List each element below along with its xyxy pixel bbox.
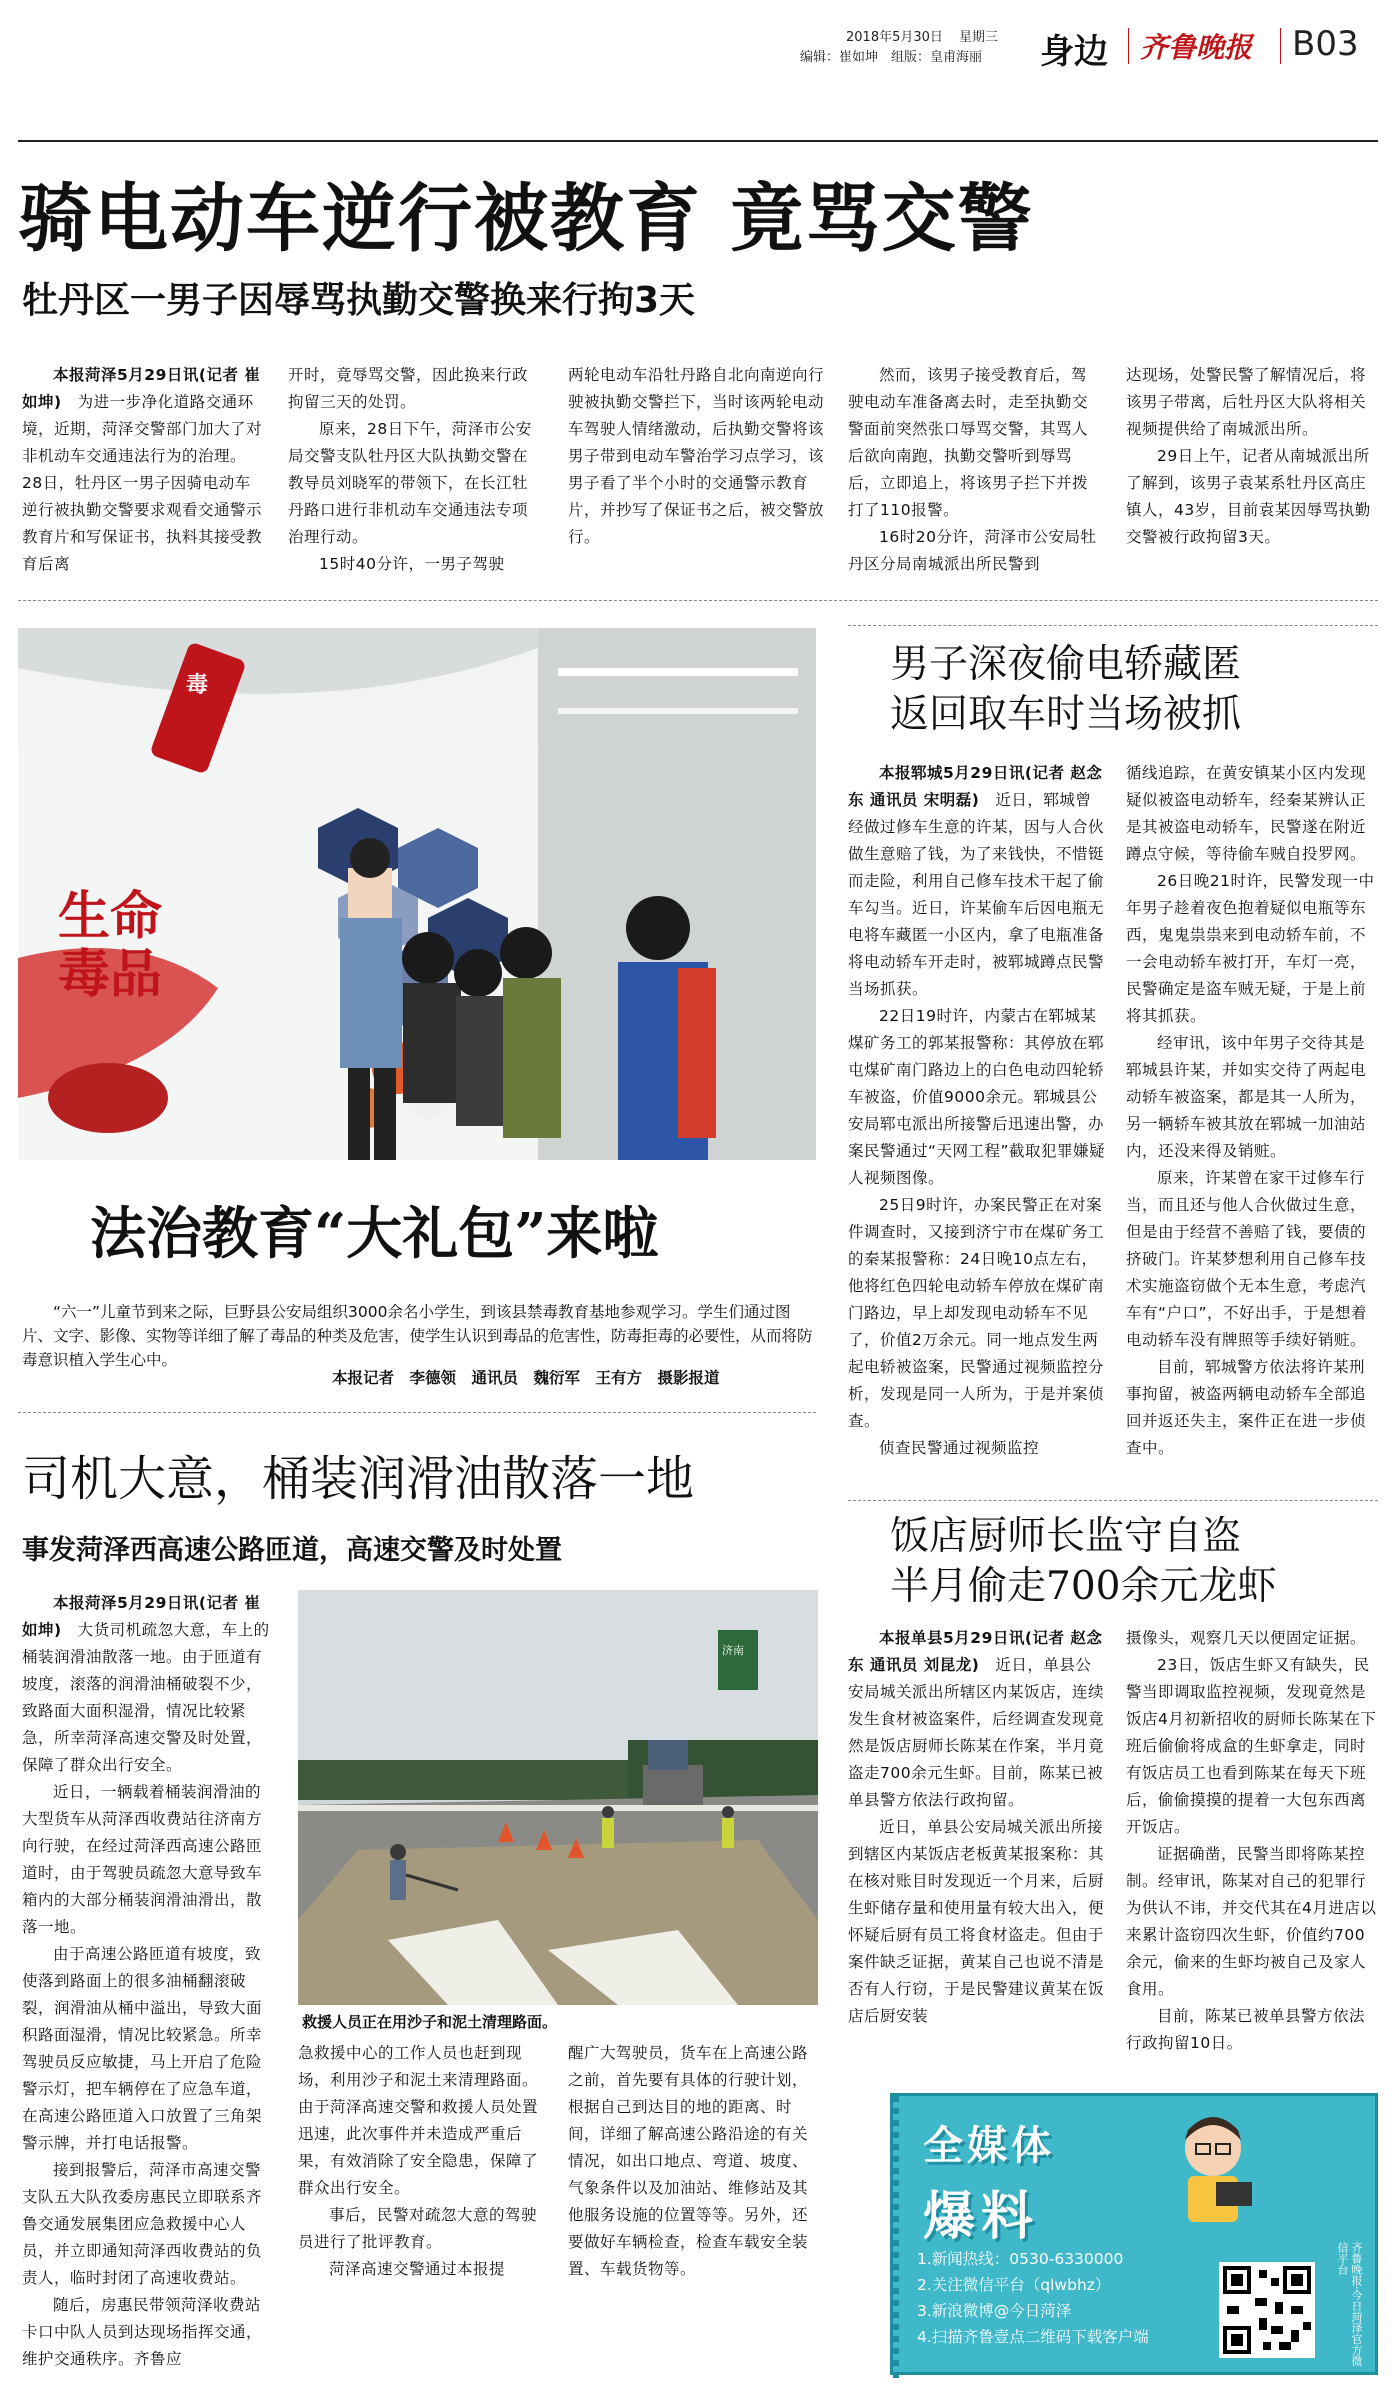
article2-headline: 法治教育“大礼包”来啦 <box>90 1201 659 1267</box>
qr-code-icon <box>1219 2262 1315 2358</box>
article4-photo-caption: 救援人员正在用沙子和泥土清理路面。 <box>302 2013 558 2031</box>
ad-contact-list <box>917 2246 1149 2350</box>
masthead-editors: 编辑：崔如坤 组版：皇甫海丽 <box>800 50 983 65</box>
article4-col1: 本报菏泽5月29日讯(记者 崔如坤) 大货司机疏忽大意，车上的桶装润滑油散落一地。由于匝道有坡度，滚落的润滑油桶破裂不少，致路面大面积湿滑，情况比较紧急，所幸菏泽高速交警及时处置，保障了群众出行安全。 近日，一辆载着桶装润滑油的大型货车从菏泽西收费站往济南方向行驶，在经过菏泽西高速公路匝道时，由于驾驶员疏忽大意导致车箱内的大部分桶装润滑油滑出，散落一地。 由于高速公路匝道有坡度，致使落到路面上的很多油桶翻滚破裂，润滑油从桶中溢出，导致大面积路面湿滑，情况比较紧急。所幸驾驶员反应敏捷，马上开启了危险警示灯，把车辆停在了应急车道，在高速公路匝道入口放置了三角架警示牌，并打电话报警。 接到报警后，菏泽市高速交警支队五大队孜委房惠民立即联系齐鲁交通发展集团应急救援中心人员，并立即通知菏泽西收费站的负责人，临时封闭了高速收费站。 随后，房惠民带领菏泽收费站卡口中队人员到达现场指挥交通，维护交通秩序。齐鲁应 <box>22 1594 270 2368</box>
article1-col3: 两轮电动车沿牡丹路自北向南逆向行驶被执勤交警拦下，当时该两轮电动车驾驶人情绪激动，后执勤交警将该男子带到电动车警治学习点学习，该男子看了半个小时的交通警示教育片，并抄写了保证书之后，被交警放行。 <box>568 366 825 546</box>
section-name: 身边 <box>1040 32 1108 72</box>
ad-item: 2.关注微信平台（qlwbhz） <box>917 2276 1111 2294</box>
article5-col1: 本报单县5月29日讯(记者 赵念东 通讯员 刘昆龙) 近日，单县公安局城关派出所辖区内某饭店，连续发生食材被盗案件，后经调查发现竟然是饭店厨师长陈某在作案，半月竟盗走700余元生虾。目前，陈某已被单县警方依法行政拘留。 近日，单县公安局城关派出所接到辖区内某饭店老板黄某报案称：其在核对账目时发现近一个月来，后厨生虾储存量和使用量有较大出入，便怀疑后厨有员工将食材盗走。但由于案件缺乏证据，黄某自己也说不清是否有人行窃，于是民警建议黄某在饭店后厨安装 <box>848 1629 1105 2025</box>
article5-col2: 摄像头，观察几天以便固定证据。 23日，饭店生虾又有缺失，民警当即调取监控视频，发现竟然是饭店4月初新招收的厨师长陈某在下班后偷偷将成盒的生虾拿走，同时有饭店员工也看到陈某在每天下班后，偷偷摸摸的提着一大包东西离开饭店。 证据确凿，民警当即将陈某控制。经审讯，陈某对自己的犯罪行为供认不讳，并交代其在4月进店以来累计盗窃四次生虾，价值约700余元，偷来的生虾均被自己及家人食用。 目前，陈某已被单县警方依法行政拘留10日。 <box>1126 1629 1377 2052</box>
photo-tag: 毒 <box>186 673 209 698</box>
article2-credit: 本报记者 李德领 通讯员 魏衍军 王有方 摄影报道 <box>332 1369 720 1387</box>
masthead-date: 2018年5月30日 <box>846 30 943 45</box>
article3-col1: 本报郓城5月29日讯(记者 赵念东 通讯员 宋明磊) 近日，郓城曾经做过修车生意的许某，因与人合伙做生意赔了钱，为了来钱快，不惜铤而走险，利用自己修车技术干起了偷车勾当。近日，许某偷车后因电瓶无电将车藏匿一小区内，拿了电瓶准备将电动轿车开走时，被郓城蹲点民警当场抓获。 22日19时许，内蒙古在郓城某煤矿务工的郭某报警称：其停放在郓屯煤矿南门路边上的白色电动四轮轿车被盗，价值9000余元。郓城县公安局郓屯派出所接警后迅速出警，办案民警通过“天网工程”截取犯罪嫌疑人视频图像。 25日9时许，办案民警正在对案件调查时，又接到济宁市在煤矿务工的秦某报警称：24日晚10点左右，他将红色四轮电动轿车停放在煤矿南门路边，早上却发现电动轿车不见了，价值2万余元。同一地点发生两起电轿被盗案，民警通过视频监控分析，发现是同一人所为，于是并案侦查。 侦查民警通过视频监控 <box>848 764 1106 1457</box>
ad-item: 1.新闻热线：0530-6330000 <box>917 2250 1124 2268</box>
article4-subhead: 事发菏泽西高速公路匝道，高速交警及时处置 <box>22 1535 562 1566</box>
masthead-weekday: 星期三 <box>959 30 999 45</box>
citizen-report-ad <box>890 2093 1378 2375</box>
article4-col3: 醒广大驾驶员，货车在上高速公路之前，首先要有具体的行驶计划，根据自己到达目的地的距离、时间，详细了解高速公路沿途的有关情况，如出口地点、弯道、坡度、气象条件以及加油站、维修站及其他服务设施的位置等等。另外，还要做好车辆检查，检查车载安全装置、车载货物等。 <box>568 2044 809 2278</box>
ad-title-line2: 爆料 <box>923 2186 1040 2247</box>
photo-sign-life: 生命 毒品 <box>58 886 163 1005</box>
ad-side-text: 齐鲁晚报·今日菏泽官方微信平台 <box>1336 2242 1363 2367</box>
article1-col1: 本报菏泽5月29日讯(记者 崔如坤) 为进一步净化道路交通环境，近期，菏泽交警部门加大了对非机动车交通违法行为的治理。28日，牡丹区一男子因骑电动车逆行被执勤交警要求观看交通警示教育片和写保证书，执料其接受教育后离 <box>22 366 263 573</box>
ad-item: 3.新浪微博@今日菏泽 <box>917 2302 1072 2320</box>
article1-headline: 骑电动车逆行被教育 竟骂交警 <box>18 176 1034 262</box>
article2-body: “六一”儿童节到来之际，巨野县公安局组织3000余名小学生，到该县禁毒教育基地参观学习。学生们通过图片、文字、影像、实物等详细了解了毒品的种类及危害，使学生认识到毒品的危害性，防毒拒毒的必要性，从而将防毒意识植入学生心中。 <box>22 1303 813 1369</box>
cartoon-reporter-icon <box>1158 2110 1268 2230</box>
article1-col4: 然而，该男子接受教育后，驾驶电动车准备离去时，走至执勤交警面前突然张口辱骂交警，其骂人后欲向南跑，执勤交警听到辱骂后，立即追上，将该男子拦下并拨打了110报警。 16时20分许，菏泽市公安局牡丹区分局南城派出所民警到 <box>848 366 1097 573</box>
article4-headline: 司机大意，桶装润滑油散落一地 <box>22 1451 695 1507</box>
article1-col5: 达现场，处警民警了解情况后，将该男子带离，后牡丹区大队将相关视频提供给了南城派出所。 29日上午，记者从南城派出所了解到，该男子袁某系牡丹区高庄镇人，43岁，目前袁某因辱骂执勤交警被行政拘留3天。 <box>1126 366 1371 546</box>
article1-col2: 开时，竟辱骂交警，因此换来行政拘留三天的处罚。 原来，28日下午，菏泽市公安局交警支队牡丹区大队执勤交警在教导员刘晓军的带领下，在长江牡丹路口进行非机动车交通违法专项治理行动。 15时40分许，一男子驾驶 <box>288 366 532 573</box>
page-number: B03 <box>1292 24 1359 64</box>
oil-spill-photo <box>298 1590 818 2005</box>
article3-col2: 循线追踪，在黄安镇某小区内发现疑似被盗电动轿车，经秦某辨认正是其被盗电动轿车，民警遂在附近蹲点守候，等待偷车贼自投罗网。 26日晚21时许，民警发现一中年男子趁着夜色抱着疑似电瓶等东西，鬼鬼祟祟来到电动轿车前，不一会电动轿车被打开，车灯一亮，民警确定是盗车贼无疑，于是上前将其抓获。 经审讯，该中年男子交待其是郓城县许某，并如实交待了两起电动轿车被盗案，都是其一人所为，另一辆轿车被其放在郓城一加油站内，还没来得及销赃。 原来，许某曾在家干过修车行当，而且还与他人合伙做过生意，但是由于经营不善赔了钱，要债的挤破门。许某梦想利用自己修车技术实施盗窃做个无本生意，考虑汽车有“户口”，不好出手，于是想着电动轿车没有牌照等手续好销赃。 目前，郓城警方依法将许某刑事拘留，被盗两辆电动轿车全部追回并返还失主，案件正在进一步侦查中。 <box>1126 764 1375 1457</box>
ad-item: 4.扫描齐鲁壹点二维码下载客户端 <box>917 2328 1149 2346</box>
masthead <box>0 0 1395 70</box>
paper-logo: 齐鲁晚报 <box>1140 31 1253 64</box>
drug-education-photo <box>18 628 816 1160</box>
ad-title-line1: 全媒体 <box>923 2122 1055 2169</box>
article4-col2: 急救援中心的工作人员也赶到现场，利用沙子和泥土来清理路面。由于菏泽高速交警和救援人员处置迅速，此次事件并未造成严重后果，有效消除了安全隐患，保障了群众出行安全。 事后，民警对疏忽大意的驾驶员进行了批评教育。 菏泽高速交警通过本报提 <box>298 2044 539 2278</box>
highway-sign-text: 济南 <box>722 1644 744 1657</box>
article5-headline: 饭店厨师长监守自盗 半月偷走700余元龙虾 <box>890 1514 1277 1609</box>
article3-headline: 男子深夜偷电轿藏匿 返回取车时当场被抓 <box>890 642 1242 737</box>
article1-subhead: 牡丹区一男子因辱骂执勤交警换来行拘3天 <box>22 280 696 321</box>
